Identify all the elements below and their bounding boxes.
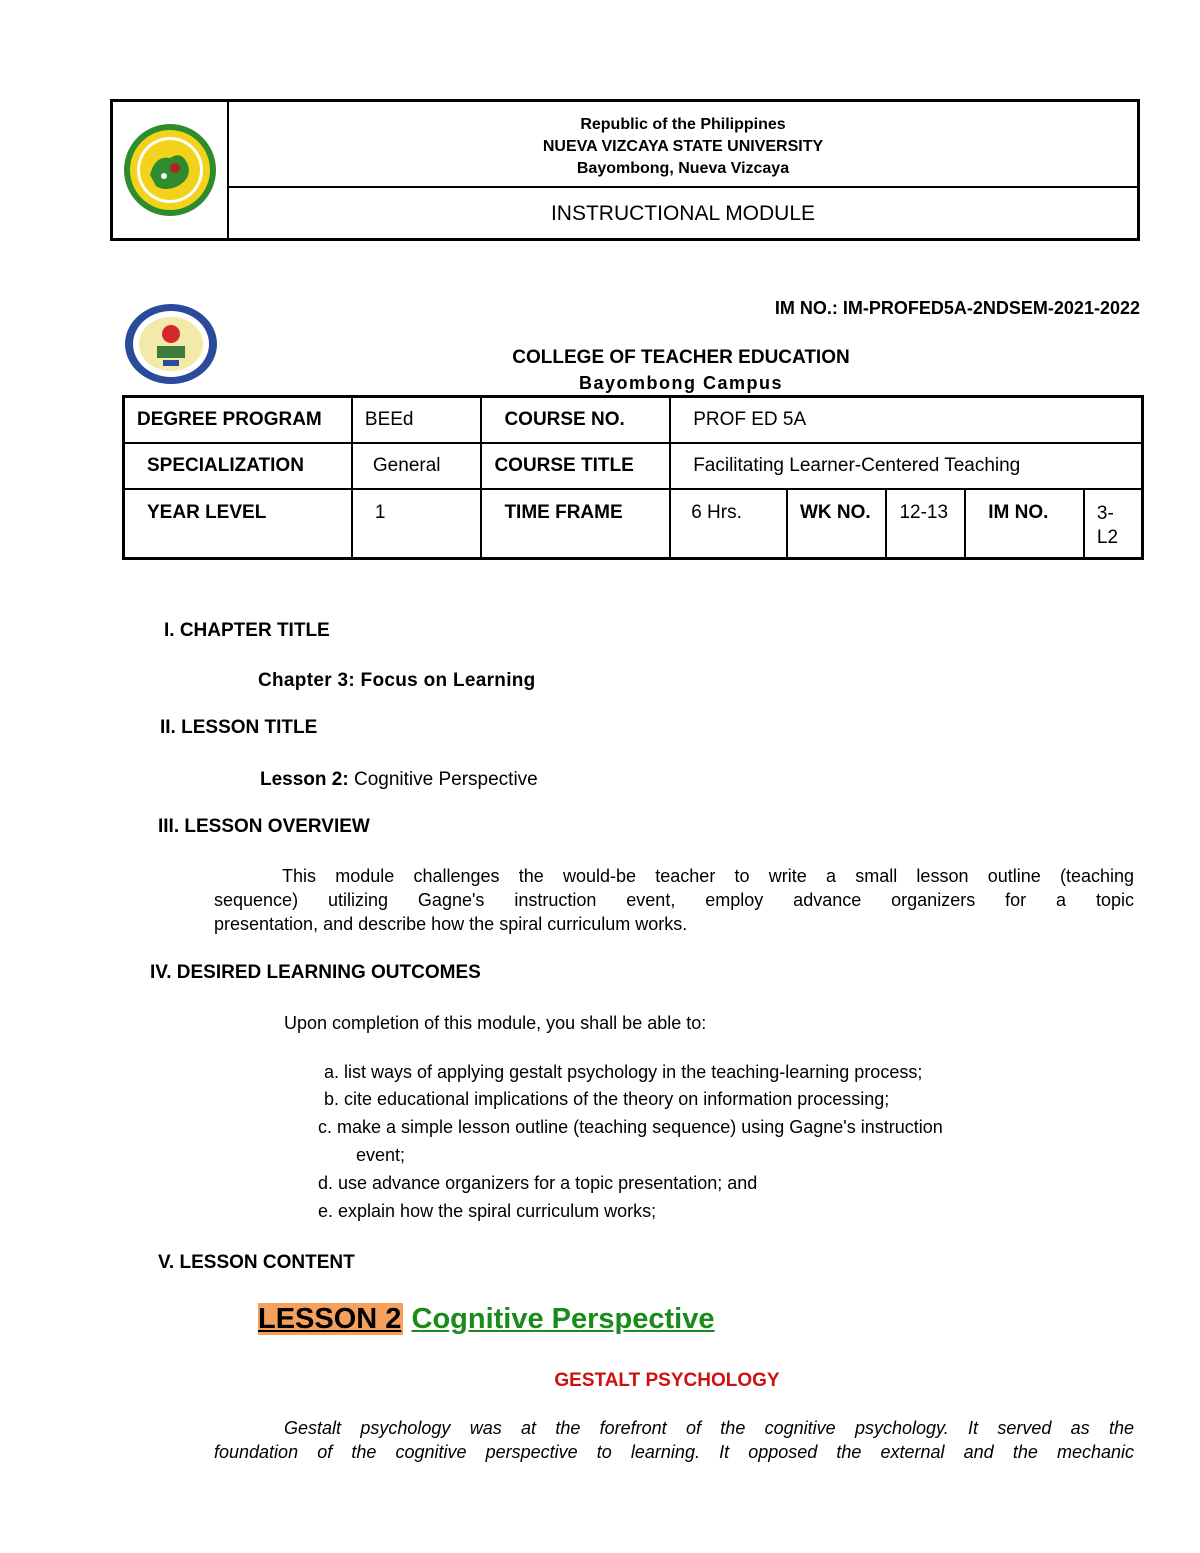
year-level-label: YEAR LEVEL bbox=[124, 489, 352, 559]
gestalt-line-1: Gestalt psychology was at the forefront of the cognitive psychology. It served as the bbox=[284, 1418, 1134, 1438]
degree-program-label: DEGREE PROGRAM bbox=[124, 397, 352, 443]
campus-name: Bayombong Campus bbox=[578, 373, 784, 393]
college-name: COLLEGE OF TEACHER EDUCATION bbox=[512, 347, 850, 368]
lesson-label: Lesson 2: bbox=[260, 769, 349, 790]
outcomes-heading: IV. DESIRED LEARNING OUTCOMES bbox=[150, 962, 481, 983]
gestalt-heading: GESTALT PSYCHOLOGY bbox=[554, 1370, 780, 1391]
outcomes-intro: Upon completion of this module, you shall be able to: bbox=[284, 1013, 707, 1033]
content-heading: V. LESSON CONTENT bbox=[158, 1252, 355, 1273]
gestalt-paragraph bbox=[214, 1416, 1134, 1464]
specialization-label: SPECIALIZATION bbox=[124, 443, 352, 489]
course-no-value: PROF ED 5A bbox=[670, 397, 1142, 443]
table-row bbox=[124, 443, 1143, 489]
course-no-label: COURSE NO. bbox=[481, 397, 670, 443]
im-no-value bbox=[1084, 489, 1143, 559]
time-frame-value: 6 Hrs. bbox=[670, 489, 787, 559]
overview-line-2: sequence) utilizing Gagne's instruction event, employ advance organizers for a topic bbox=[214, 890, 1134, 910]
republic-text: Republic of the Philippines bbox=[580, 116, 786, 133]
im-number: IM NO.: IM-PROFED5A-2NDSEM-2021-2022 bbox=[774, 298, 1140, 318]
outcome-e: e. explain how the spiral curriculum works; bbox=[318, 1201, 657, 1221]
course-title-label: COURSE TITLE bbox=[481, 443, 670, 489]
header-box bbox=[110, 99, 1140, 241]
im-no-label: IM NO. bbox=[965, 489, 1084, 559]
course-info-table bbox=[122, 395, 1144, 560]
wk-no-value: 12-13 bbox=[886, 489, 965, 559]
outcome-a: a. list ways of applying gestalt psychology in the teaching-learning process; bbox=[324, 1062, 923, 1082]
lesson-banner bbox=[258, 1303, 715, 1336]
outcome-b: b. cite educational implications of the theory on information processing; bbox=[324, 1089, 890, 1109]
lesson-heading: II. LESSON TITLE bbox=[160, 717, 318, 738]
module-title: INSTRUCTIONAL MODULE bbox=[550, 202, 816, 225]
overview-line-3: presentation, and describe how the spiral curriculum works. bbox=[214, 914, 688, 934]
lesson-title-line bbox=[260, 768, 538, 792]
outcome-c-line-2: event; bbox=[356, 1145, 406, 1165]
lesson-title: Cognitive Perspective bbox=[348, 769, 538, 790]
chapter-heading: I. CHAPTER TITLE bbox=[164, 620, 330, 641]
overview-paragraph bbox=[214, 864, 1134, 936]
table-row bbox=[124, 489, 1143, 559]
course-title-value: Facilitating Learner-Centered Teaching bbox=[670, 443, 1142, 489]
table-row bbox=[124, 397, 1143, 443]
year-level-value: 1 bbox=[352, 489, 482, 559]
university-location: Bayombong, Nueva Vizcaya bbox=[576, 160, 790, 177]
specialization-value: General bbox=[352, 443, 482, 489]
im-no-value-line2: L2 bbox=[1096, 526, 1119, 548]
lesson-banner-title: Cognitive Perspective bbox=[411, 1303, 715, 1335]
gestalt-line-2: foundation of the cognitive perspective to learning. It opposed the external and the mechanic bbox=[214, 1442, 1134, 1462]
university-name: NUEVA VIZCAYA STATE UNIVERSITY bbox=[542, 138, 824, 155]
outcome-c-line-1: c. make a simple lesson outline (teaching sequence) using Gagne's instruction bbox=[318, 1117, 943, 1137]
university-seal-logo bbox=[120, 120, 220, 220]
chapter-title: Chapter 3: Focus on Learning bbox=[258, 670, 536, 691]
overview-heading: III. LESSON OVERVIEW bbox=[158, 816, 370, 837]
header-title-block bbox=[229, 102, 1137, 188]
university-logo-cell bbox=[113, 102, 229, 238]
wk-no-label: WK NO. bbox=[787, 489, 887, 559]
time-frame-label: TIME FRAME bbox=[481, 489, 670, 559]
outcome-d: d. use advance organizers for a topic presentation; and bbox=[318, 1173, 758, 1193]
im-no-value-line1: 3- bbox=[1096, 502, 1114, 524]
lesson-number: LESSON 2 bbox=[258, 1303, 402, 1335]
overview-line-1: This module challenges the would-be teacher to write a small lesson outline (teaching bbox=[282, 866, 1134, 886]
degree-program-value: BEEd bbox=[352, 397, 482, 443]
